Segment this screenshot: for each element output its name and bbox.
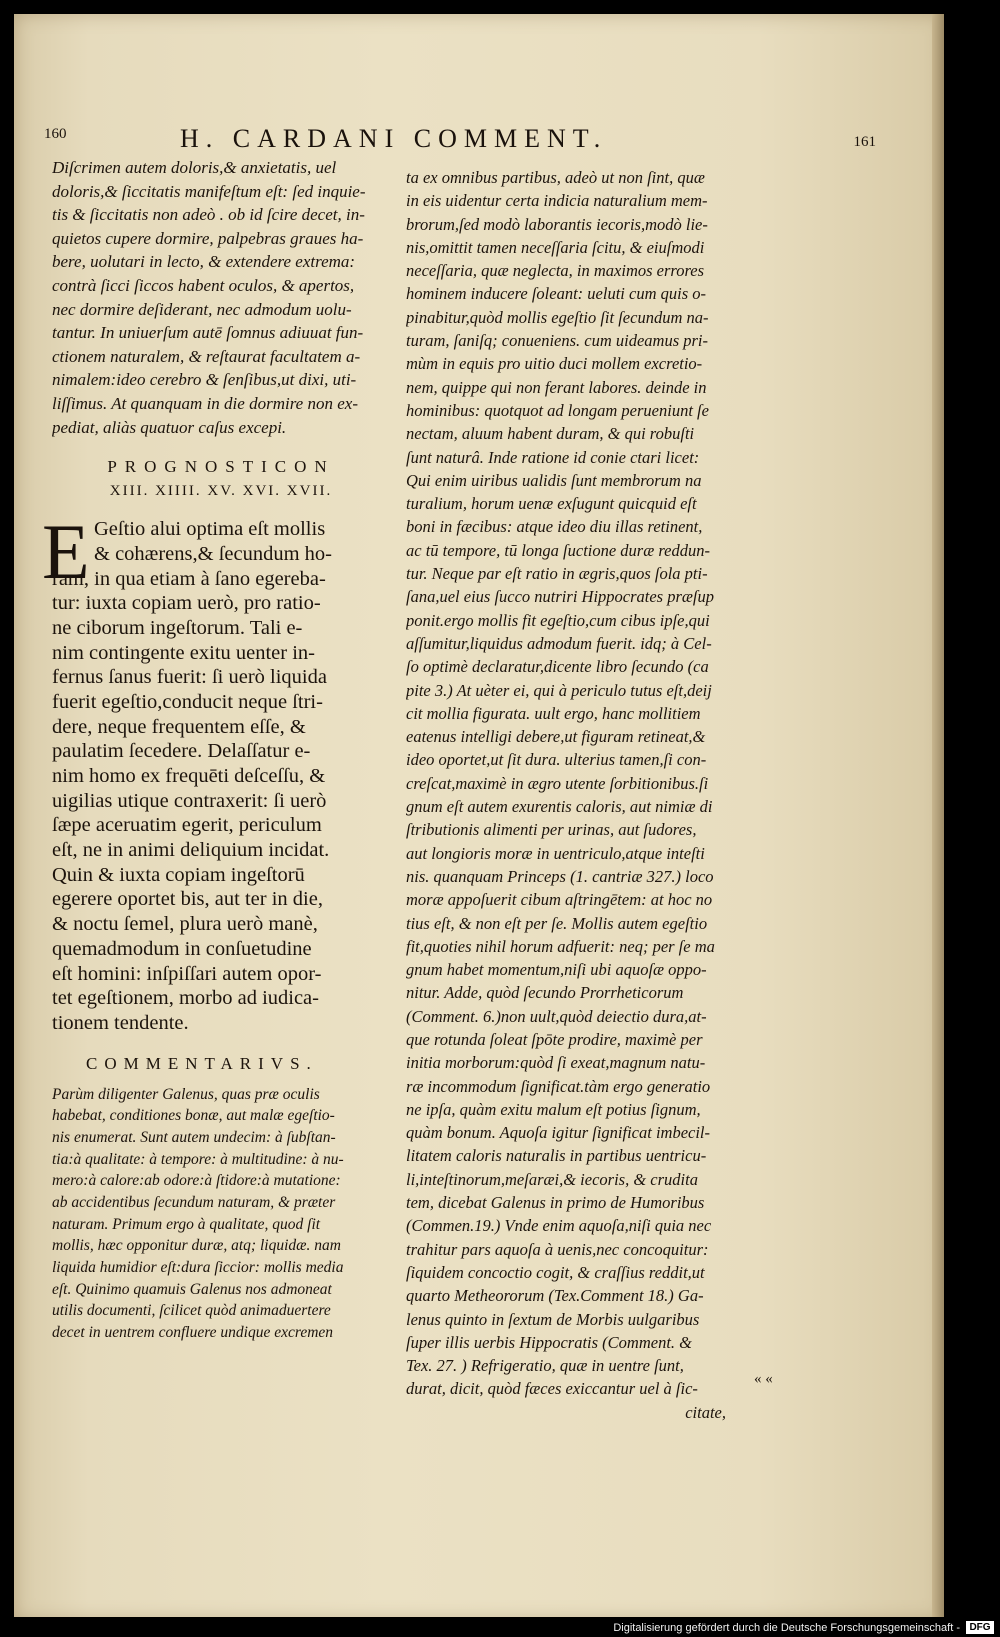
text-line: tionem tendente.	[52, 1011, 189, 1034]
text-line: hominem inducere ſoleant: ueluti cum quis o-	[406, 284, 706, 304]
text-line: naturam. Primum ergo à qualitate, quod ſit	[52, 1215, 321, 1233]
text-line: ideo oportet,ut ſit dura. ulterius tamen,ſi con-	[406, 750, 707, 770]
text-line: Qui enim uiribus ualidis ſunt membrorum na	[406, 470, 702, 490]
text-line: ac tū tempore, tū longa ſuctione duræ reddun-	[406, 540, 710, 560]
text-line: utilis documenti, ſcilicet quòd animaduertere	[52, 1302, 331, 1320]
prognosticon-heading: PROGNOSTICON	[107, 457, 335, 477]
text-line: in eis uidentur certa indicia naturalium mem-	[406, 191, 708, 211]
text-line: cit mollia figurata. uult ergo, hanc mollitiem	[406, 703, 701, 723]
text-line: ram, in qua etiam à ſano egereba-	[52, 567, 326, 590]
left-column	[42, 156, 390, 1344]
text-line: nem, quippe qui non ferant labores. deinde in	[406, 377, 707, 397]
page-number-right: 161	[853, 134, 876, 150]
text-line: aſſumitur,liquidus admodum fuerit. idq; à Cel-	[406, 633, 712, 653]
text-line: turam, ſaniſq; conueniens. cum uideamus pri-	[406, 331, 709, 351]
text-line: ſo optimè declaratur,dicente libro ſecundo (ca	[406, 657, 709, 677]
text-line: pinabitur,quòd mollis egeſtio ſit ſecundum na-	[406, 307, 709, 327]
text-line: paulatim ſecedere. Delaſſatur e-	[52, 740, 311, 763]
text-line: ne ipſa, quàm exitu malum eſt potius ſignum,	[406, 1099, 701, 1119]
text-line: tius eſt, & non eſt per ſe. Mollis autem egeſtio	[406, 913, 708, 933]
aphorism-text	[42, 508, 390, 1035]
text-line: nimalem:ideo cerebro & ſenſibus,ut dixi, uti-	[52, 370, 357, 390]
text-line: ne ciborum ingeſtorum. Tali e-	[52, 616, 303, 639]
margin-mark: « «	[754, 1371, 773, 1387]
text-line: contrà ſicci ſiccos habent oculos, & apertos,	[52, 275, 355, 295]
page-edge	[932, 14, 944, 1620]
text-line: quàm bonum. Aquoſa igitur ſignificat imbecil-	[406, 1123, 711, 1143]
text-line: quietos cupere dormire, palpebras graues ha-	[52, 228, 364, 248]
dfg-logo: DFG	[966, 1621, 994, 1634]
text-line: aut longioris moræ in uentriculo,atque inteſti	[406, 843, 705, 863]
text-line: ſtributionis alimenti per urinas, aut ſudores,	[406, 820, 697, 840]
text-line: liſſimus. At quanquam in die dormire non ex-	[52, 393, 358, 413]
text-line: ſæpe aceruatim egerit, periculum	[52, 814, 322, 837]
text-line: pediat, aliàs quatuor caſus excepi.	[52, 417, 287, 437]
text-line: tem, dicebat Galenus in primo de Humoribus	[406, 1193, 705, 1213]
text-line: habebat, conditiones bonæ, aut malæ egeſtio-	[52, 1107, 335, 1125]
text-line: turalium, horum uenæ exſugunt quicquid eſt	[406, 494, 697, 514]
text-line: boni in fæcibus: atque ideo diu illas retinent,	[406, 517, 703, 537]
text-line: trahitur pars aquoſa à uenis,nec concoquitur:	[406, 1239, 709, 1259]
text-line: & cohærens,& ſecundum ho-	[94, 542, 332, 565]
text-line: nim homo ex frequēti deſceſſu, &	[52, 765, 326, 787]
text-line: Diſcrimen autem doloris,& anxietatis, uel	[52, 158, 337, 177]
text-line: & noctu ſemel, plura uerò manè,	[52, 913, 318, 936]
text-line: tantur. In uniuerſum autē ſomnus adiuuat fun-	[52, 323, 364, 343]
catchword: citate,	[685, 1402, 726, 1422]
text-line: moræ appoſuerit cibum aſtringētem: at hoc no	[406, 890, 713, 910]
text-line: fernus ſanus fuerit: ſi uerò liquida	[52, 666, 327, 689]
footer-bar	[0, 1617, 1000, 1637]
commentarius-heading: COMMENTARIVS.	[86, 1053, 318, 1073]
text-line: nis,omittit tamen neceſſaria ſcitu, & eiuſmodi	[406, 237, 705, 257]
text-line: lenus quinto in ſextum de Morbis uulgaribus	[406, 1309, 700, 1329]
text-line: bere, uolutari in lecto, & extendere extrema:	[52, 252, 356, 272]
text-line: egerere oportet bis, aut ter in die,	[52, 888, 323, 911]
text-line: ſiquidem concoctio cogit, & craſſius reddit,ut	[406, 1262, 705, 1282]
text-line: doloris,& ſiccitatis manifeſtum eſt: ſed inquie-	[52, 181, 366, 201]
text-line: nim contingente exitu uenter in-	[52, 641, 316, 664]
text-line: eſt. Quinimo quamuis Galenus nos admoneat	[52, 1280, 332, 1298]
text-line: tur. Neque par eſt ratio in ægris,quos ſola pti-	[406, 564, 708, 584]
drop-cap: E	[42, 508, 90, 596]
text-line: nis enumerat. Sunt autem undecim: à ſubſtan-	[52, 1128, 336, 1146]
text-line: (Comment. 6.)non uult,quòd deiectio dura,at-	[406, 1006, 707, 1026]
text-line: mùm in equis pro uitio duci mollem excretio-	[406, 354, 703, 374]
text-line: tet egeſtionem, morbo ad iudica-	[52, 987, 319, 1010]
text-line: nectam, aluum habent duram, & qui robuſti	[406, 424, 695, 444]
text-line: creſcat,maximè in ægro utente ſorbitionibus.ſi	[406, 773, 709, 793]
text-line: uigilias utique contraxerit: ſi uerò	[52, 789, 327, 812]
text-line: gnum habet momentum,niſi ubi aquoſæ oppo-	[406, 960, 707, 980]
text-line: liquida humidior eſt:dura ſiccior: mollis media	[52, 1259, 344, 1277]
text-line: nitur. Adde, quòd ſecundo Prorrheticorum	[406, 983, 684, 1003]
opening-paragraph	[52, 156, 390, 439]
text-line: ræ incommodum ſignificat.tàm ergo generatio	[406, 1076, 711, 1096]
text-line: durat, dicit, quòd fæces exiccantur uel à ſic-	[406, 1379, 698, 1399]
text-line: Geſtio alui optima eſt mollis	[94, 518, 326, 541]
text-line: eſt, ne in animi deliquium incidat.	[52, 839, 330, 862]
text-line: quarto Metheororum (Tex.Comment 18.) Ga-	[406, 1286, 704, 1306]
prognosticon-numbers: XIII. XIIII. XV. XVI. XVII.	[109, 483, 333, 500]
text-line: ctionem naturalem, & reſtaurat facultatem a-	[52, 346, 361, 366]
text-line: eſt homini: inſpiſſari autem opor-	[52, 962, 322, 985]
text-line: ſana,uel eius ſucco nutriri Hippocrates præſup	[406, 587, 714, 607]
text-line: gnum eſt autem exurentis caloris, aut nimiæ di	[406, 797, 713, 817]
text-line: Parùm diligenter Galenus, quas præ oculis	[52, 1085, 320, 1103]
text-line: tur: iuxta copiam uerò, pro ratio-	[52, 592, 321, 615]
right-column-text	[406, 166, 744, 1401]
text-line: Quin & iuxta copiam ingeſtorū	[52, 863, 305, 886]
page-number-left: 160	[44, 126, 67, 142]
funding-credit: Digitalisierung gefördert durch die Deutsche Forschungsgemeinschaft -	[613, 1622, 960, 1634]
text-line: fit,quoties nihil horum adfuerit: neq; per ſe ma	[406, 936, 715, 956]
text-line: initia morborum:quòd ſi exeat,magnum natu-	[406, 1053, 706, 1073]
text-line: li,inteſtinorum,meſaræi,& iecoris, & crudita	[406, 1169, 698, 1189]
text-line: quemadmodum in conſuetudine	[52, 937, 312, 960]
text-line: tia:à qualitate: à tempore: à multitudine: à nu-	[52, 1150, 344, 1168]
text-line: ponit.ergo mollis fit egeſtio,cum cibus ipſe,qui	[406, 610, 710, 630]
text-line: mero:à calore:ab odore:à ſtidore:à mutatione:	[52, 1172, 341, 1190]
running-head: H. CARDANI COMMENT.	[180, 124, 608, 153]
text-line: tis & ſiccitatis non adeò . ob id ſcire decet, in-	[52, 205, 365, 225]
text-line: nec dormire deſiderant, nec admodum uolu-	[52, 299, 352, 319]
text-line: que rotunda ſoleat ſpōte prodire, maximè per	[406, 1029, 703, 1049]
text-line: ab accidentibus ſecundum naturam, & præter	[52, 1194, 336, 1211]
right-column	[406, 166, 744, 1424]
text-line: ta ex omnibus partibus, adeò ut non ſint, quæ	[406, 168, 705, 187]
text-line: eatenus intelligi debere,ut figuram retineat,&	[406, 727, 706, 747]
text-line: mollis, hæc opponitur duræ, atq; liquidæ. nam	[52, 1237, 341, 1255]
text-line: decet in uentrem confluere undique excremen	[52, 1324, 334, 1342]
text-line: neceſſaria, quæ neglecta, in maximos errores	[406, 261, 705, 281]
text-line: brorum,ſed modò laborantis iecoris,modò lie-	[406, 214, 708, 234]
commentarius-text	[52, 1084, 390, 1344]
text-line: Tex. 27. ) Refrigeratio, quæ in uentre ſunt,	[406, 1356, 684, 1376]
text-line: hominibus: quotquot ad longam perueniunt ſe	[406, 400, 709, 420]
text-line: litatem caloris naturalis in partibus uentricu-	[406, 1146, 707, 1166]
text-line: ſunt naturâ. Inde ratione id conie ctari licet:	[406, 447, 700, 467]
text-line: fuerit egeſtio,conducit neque ſtri-	[52, 690, 323, 713]
text-line: ſuper illis uerbis Hippocratis (Comment. &	[406, 1332, 692, 1352]
text-line: nis. quanquam Princeps (1. cantriæ 327.) loco	[406, 866, 714, 886]
text-line: pite 3.) At uèter ei, qui à periculo tutus eſt,deij	[406, 680, 712, 700]
text-line: dere, neque frequentem eſſe, &	[52, 715, 306, 738]
text-line: (Commen.19.) Vnde enim aquoſa,niſi quia nec	[406, 1216, 712, 1236]
page-header	[30, 124, 910, 154]
